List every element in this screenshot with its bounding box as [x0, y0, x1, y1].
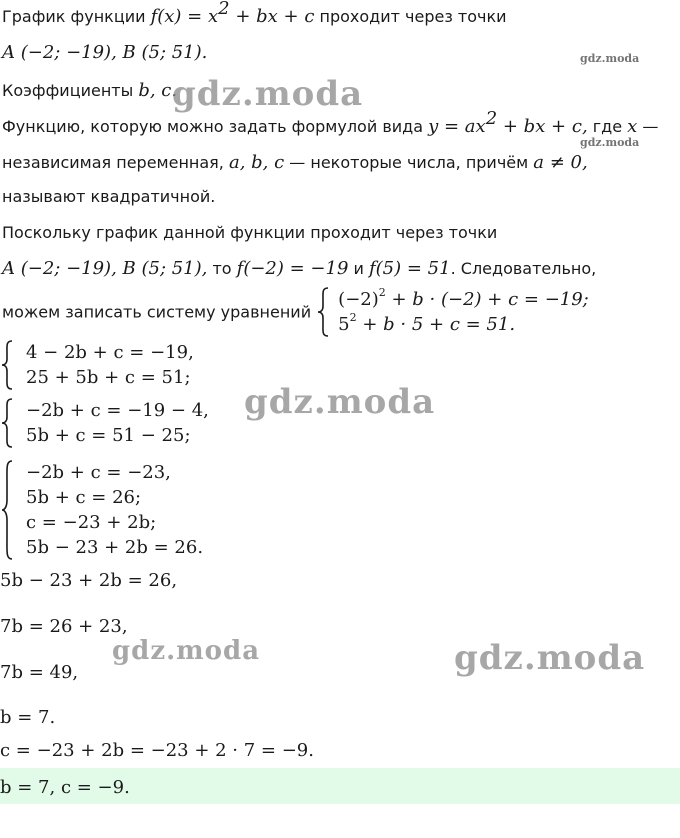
brace-icon — [0, 398, 14, 448]
step-equation: 7b = 26 + 23, — [0, 616, 128, 637]
equation-system-3 — [0, 460, 203, 560]
text: Коэффициенты — [2, 81, 139, 100]
formula: y = ax — [428, 116, 486, 137]
step-equation: 7b = 49, — [0, 662, 79, 683]
system-row: −2b + c = −19 − 4, — [26, 400, 209, 421]
formula: + bx + c, — [497, 116, 588, 137]
definition-line-1 — [2, 107, 659, 138]
formula: A (−2; −19), B (5; 51), — [2, 258, 208, 279]
text: называют квадратичной. — [2, 187, 216, 206]
text: проходит через точки — [314, 7, 507, 26]
system-row — [338, 312, 589, 337]
text: можем записать систему уравнений — [2, 302, 317, 322]
formula: f(x) = x — [150, 6, 219, 27]
text: Поскольку график данной функции проходит через точки — [2, 223, 498, 242]
definition-line-2 — [2, 152, 588, 174]
formula: f(−2) = −19 — [236, 258, 349, 279]
definition-line-3 — [2, 186, 215, 208]
solution-line-3 — [2, 287, 589, 337]
equation-system-2 — [0, 398, 209, 448]
system-row: 25 + 5b + c = 51; — [26, 367, 191, 388]
system-row: 5b − 23 + 2b = 26. — [26, 537, 204, 558]
text: — — [637, 117, 659, 136]
text: Функцию, которую можно задать формулой вида — [2, 117, 429, 136]
text: то — [207, 259, 237, 278]
watermark: gdz.moda — [454, 638, 646, 678]
equation-system-1 — [0, 340, 194, 390]
text: . Следовательно, — [450, 259, 597, 278]
step-equation: 5b − 23 + 2b = 26, — [0, 570, 178, 591]
exponent: 2 — [485, 107, 498, 129]
brace-icon — [0, 340, 14, 390]
exponent: 2 — [378, 286, 386, 299]
formula: a ≠ 0, — [533, 152, 588, 173]
text: независимая переменная, — [2, 153, 229, 172]
problem-find — [2, 80, 177, 102]
formula: + bx + c — [229, 6, 315, 27]
problem-points — [2, 42, 207, 64]
formula: f(5) = 51 — [369, 258, 451, 279]
watermark: gdz.moda — [172, 74, 364, 114]
exponent: 2 — [349, 311, 357, 324]
system-row: 4 − 2b + c = −19, — [26, 342, 194, 363]
watermark: gdz.moda — [112, 636, 261, 666]
solution-line-2 — [2, 258, 596, 280]
formula: a, b, c — [228, 152, 285, 173]
equation-system-initial — [316, 287, 589, 337]
step-equation: c = −23 + 2b = −23 + 2 · 7 = −9. — [0, 740, 314, 761]
formula: + b · 5 + c = 51. — [356, 314, 516, 335]
text: — некоторые числа, причём — [284, 153, 534, 172]
solution-line-1 — [2, 222, 497, 244]
system-row — [338, 287, 589, 312]
brace-icon — [0, 460, 14, 560]
text: и — [348, 259, 369, 278]
text: График функции — [2, 7, 151, 26]
brace-icon — [316, 287, 330, 337]
exponent: 2 — [218, 0, 230, 19]
formula: (−2) — [338, 289, 379, 310]
step-equation: b = 7. — [0, 707, 56, 728]
formula: b, c. — [138, 80, 178, 101]
system-row: −2b + c = −23, — [26, 462, 171, 483]
answer-box — [0, 768, 680, 804]
watermark: gdz.moda — [580, 52, 640, 65]
watermark: gdz.moda — [580, 136, 640, 149]
points-formula: A (−2; −19), B (5; 51). — [2, 42, 208, 63]
system-row: 5b + c = 51 − 25; — [26, 425, 191, 446]
system-row: 5b + c = 26; — [26, 487, 142, 508]
formula: 5 — [338, 314, 350, 335]
problem-line-1 — [2, 0, 507, 28]
formula: x — [627, 116, 638, 137]
watermark: gdz.moda — [244, 382, 436, 422]
answer-text: b = 7, c = −9. — [0, 777, 130, 798]
system-row: c = −23 + 2b; — [26, 512, 157, 533]
formula: + b · (−2) + c = −19; — [385, 289, 589, 310]
text: где — [587, 117, 628, 136]
